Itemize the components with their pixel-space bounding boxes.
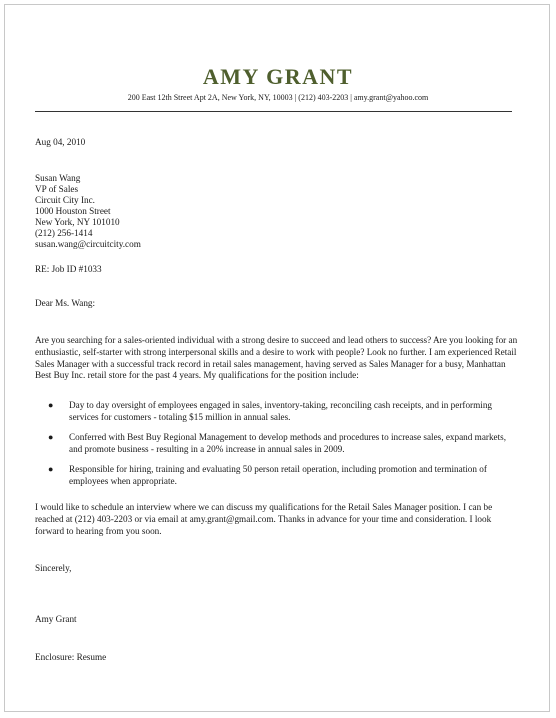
bullet-icon: ● <box>48 400 54 410</box>
salutation: Dear Ms. Wang: <box>35 298 96 308</box>
recipient-title: VP of Sales <box>35 184 79 194</box>
header-divider <box>35 111 512 112</box>
enclosure-line: Enclosure: Resume <box>35 652 107 662</box>
sender-contact: 200 East 12th Street Apt 2A, New York, NY, 10003 | (212) 403-2203 | amy.grant@yahoo.com <box>127 93 429 102</box>
recipient-name: Susan Wang <box>35 173 81 183</box>
list-item-text: Day to day oversight of employees engaged in sales, inventory-taking, reconciling cash receipts, and in performing services for customers - totaling $15 million in annual sales. <box>69 400 493 422</box>
list-item-text: Responsible for hiring, training and evaluating 50 person retail operation, including promotion and termination of employees when appropriate. <box>69 464 487 486</box>
recipient-street: 1000 Houston Street <box>35 206 111 216</box>
recipient-phone: (212) 256-1414 <box>35 228 93 238</box>
closing-paragraph: I would like to schedule an interview where we can discuss my qualifications for the Retail Sales Manager position. I can be reached at (212) 403-2203 or via email at amy.grant@gmail.com. Thanks in advance for your time and consideration. I look forward to hearing from you soon. <box>35 502 493 536</box>
bullet-icon: ● <box>48 464 54 474</box>
intro-paragraph: Are you searching for a sales-oriented individual with a strong desire to succeed and lead others to success? Are you looking for an enthusiastic, self-starter with strong interpersonal skills and a desire to work with people? Look no further. I am experienced Retail Sales Manager with a successful track record in retail sales management, having served as Sales Manager for a busy, Manhattan Best Buy Inc. retail store for the past 4 years. My qualifications for the position include: <box>35 335 518 381</box>
bullet-icon: ● <box>48 432 54 442</box>
list-item-text: Conferred with Best Buy Regional Management to develop methods and procedures to increase sales, expand markets, and promote business - resulting in a 20% increase in annual sales in 2009. <box>69 432 507 454</box>
subject-line: RE: Job ID #1033 <box>35 264 102 274</box>
letter-date: Aug 04, 2010 <box>35 137 86 147</box>
recipient-city: New York, NY 101010 <box>35 217 120 227</box>
recipient-email: susan.wang@circuitcity.com <box>35 239 141 249</box>
sender-name: AMY GRANT <box>202 64 354 89</box>
signature-name: Amy Grant <box>35 614 77 624</box>
signoff: Sincerely, <box>35 563 72 573</box>
recipient-company: Circuit City Inc. <box>35 195 95 205</box>
